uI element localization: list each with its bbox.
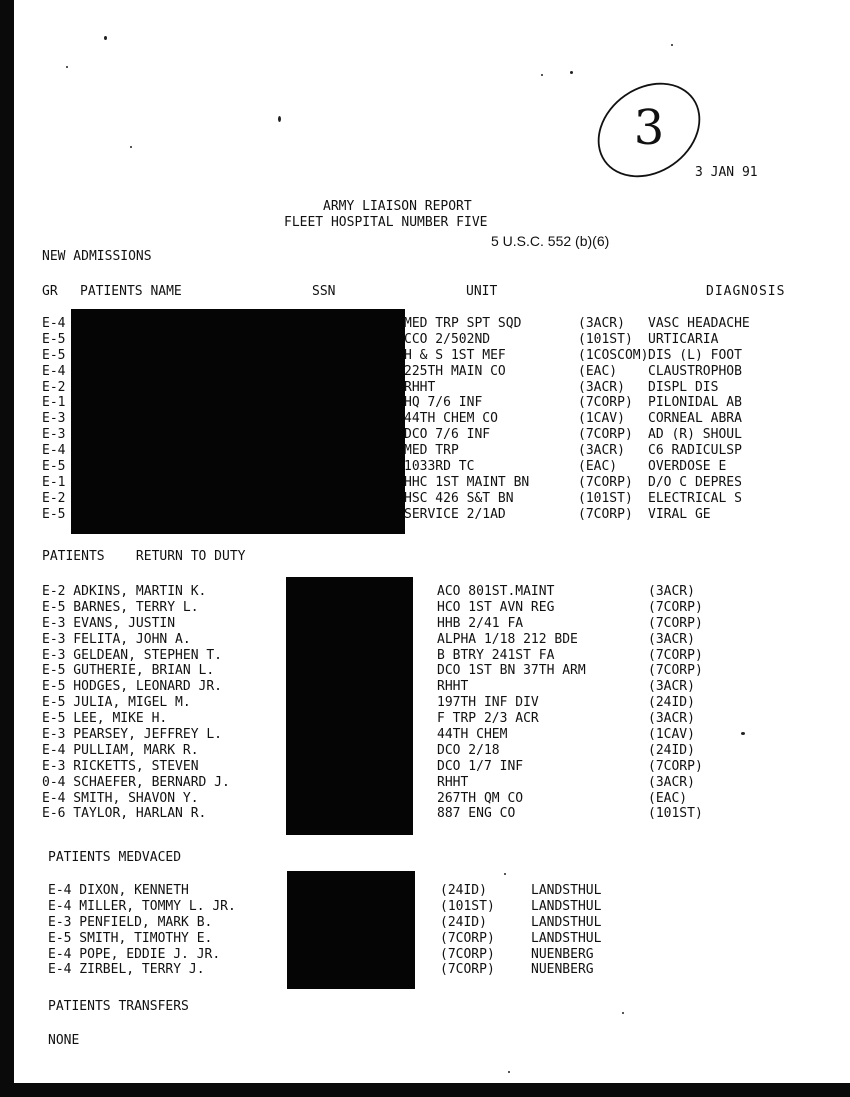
table-cell: E-4 PULLIAM, MARK R. bbox=[42, 742, 199, 758]
table-cell: MED TRP bbox=[404, 443, 459, 459]
section-heading-return-to-duty: PATIENTS RETURN TO DUTY bbox=[42, 549, 246, 564]
table-cell: (1CAV) bbox=[578, 411, 625, 427]
table-cell: (101ST) bbox=[440, 898, 495, 914]
table-cell: E-2 ADKINS, MARTIN K. bbox=[42, 584, 207, 599]
table-cell: (7CORP) bbox=[648, 599, 703, 615]
table-cell: (3ACR) bbox=[648, 631, 695, 647]
medvaced-name-column bbox=[48, 883, 236, 978]
scan-speck bbox=[541, 74, 543, 76]
table-cell: (7CORP) bbox=[440, 930, 495, 946]
medvaced-command-column bbox=[440, 883, 495, 978]
table-cell: (7CORP) bbox=[648, 615, 703, 631]
table-cell: DCO 1ST BN 37TH ARM bbox=[437, 663, 586, 679]
table-cell: RHHT bbox=[437, 679, 469, 695]
table-cell: E-6 TAYLOR, HARLAN R. bbox=[42, 806, 207, 822]
report-subtitle: FLEET HOSPITAL NUMBER FIVE bbox=[284, 215, 488, 230]
report-title: ARMY LIAISON REPORT bbox=[323, 199, 472, 214]
table-cell: E-5 bbox=[42, 506, 66, 522]
table-cell: MED TRP SPT SQD bbox=[404, 316, 522, 331]
scan-speck bbox=[622, 1012, 624, 1014]
table-cell: RHHT bbox=[437, 774, 469, 790]
header-diagnosis: DIAGNOSIS bbox=[706, 284, 786, 299]
table-cell: LANDSTHUL bbox=[531, 914, 602, 930]
table-cell: E-4 POPE, EDDIE J. JR. bbox=[48, 946, 221, 962]
table-cell: (24ID) bbox=[648, 742, 695, 758]
section-heading-medvaced: PATIENTS MEDVACED bbox=[48, 850, 182, 865]
table-cell: (7CORP) bbox=[648, 647, 703, 663]
table-cell: LANDSTHUL bbox=[531, 883, 602, 898]
table-cell: (7CORP) bbox=[440, 962, 495, 978]
table-cell: (24ID) bbox=[648, 695, 695, 711]
table-cell: 267TH QM CO bbox=[437, 790, 524, 806]
return-to-duty-unit-column bbox=[437, 584, 586, 822]
table-cell: NUENBERG bbox=[531, 962, 594, 978]
table-cell: (3ACR) bbox=[648, 584, 695, 599]
table-cell: E-5 LEE, MIKE H. bbox=[42, 711, 168, 727]
table-cell: E-3 PENFIELD, MARK B. bbox=[48, 914, 213, 930]
table-cell: E-3 RICKETTS, STEVEN bbox=[42, 758, 199, 774]
table-cell: DIS (L) FOOT bbox=[648, 347, 742, 363]
table-cell: E-5 JULIA, MIGEL M. bbox=[42, 695, 191, 711]
table-cell: URTICARIA bbox=[648, 331, 719, 347]
table-cell: 44TH CHEM CO bbox=[404, 411, 498, 427]
table-cell: 887 ENG CO bbox=[437, 806, 516, 822]
table-cell: SERVICE 2/1AD bbox=[404, 506, 506, 522]
table-cell: CCO 2/502ND bbox=[404, 331, 491, 347]
table-cell: D/O C DEPRES bbox=[648, 474, 742, 490]
table-cell: AD (R) SHOUL bbox=[648, 427, 742, 443]
medvaced-destination-column bbox=[531, 883, 601, 978]
table-cell: (101ST) bbox=[648, 806, 703, 822]
table-cell: E-1 bbox=[42, 474, 66, 490]
table-cell: 44TH CHEM bbox=[437, 727, 508, 743]
table-cell: E-2 bbox=[42, 490, 66, 506]
table-cell: E-3 EVANS, JUSTIN bbox=[42, 615, 176, 631]
table-cell: (24ID) bbox=[440, 883, 487, 898]
table-cell: E-4 SMITH, SHAVON Y. bbox=[42, 790, 199, 806]
report-page bbox=[14, 0, 850, 1083]
table-cell: (1COSCOM) bbox=[578, 347, 649, 363]
return-to-duty-command-column bbox=[648, 584, 703, 822]
table-cell: (3ACR) bbox=[578, 316, 625, 331]
scan-speck bbox=[570, 71, 573, 74]
scan-speck bbox=[278, 116, 281, 122]
table-cell: DCO 7/6 INF bbox=[404, 427, 491, 443]
scan-speck bbox=[671, 44, 673, 46]
table-cell: (EAC) bbox=[648, 790, 688, 806]
table-cell: E-4 ZIRBEL, TERRY J. bbox=[48, 962, 205, 978]
table-cell: 225TH MAIN CO bbox=[404, 363, 506, 379]
table-cell: (7CORP) bbox=[648, 758, 703, 774]
table-cell: 0-4 SCHAEFER, BERNARD J. bbox=[42, 774, 230, 790]
table-cell: (1CAV) bbox=[648, 727, 695, 743]
table-cell: (EAC) bbox=[578, 363, 618, 379]
table-cell: HQ 7/6 INF bbox=[404, 395, 483, 411]
table-cell: H & S 1ST MEF bbox=[404, 347, 506, 363]
table-cell: E-4 DIXON, KENNETH bbox=[48, 883, 189, 898]
table-cell: E-4 bbox=[42, 316, 66, 331]
table-cell: VASC HEADACHE bbox=[648, 316, 750, 331]
section-heading-transfers: PATIENTS TRANSFERS bbox=[48, 999, 189, 1014]
section-heading-admissions: NEW ADMISSIONS bbox=[42, 249, 152, 264]
table-cell: E-5 SMITH, TIMOTHY E. bbox=[48, 930, 213, 946]
foia-exemption-stamp: 5 U.S.C. 552 (b)(6) bbox=[491, 233, 610, 249]
redaction-block bbox=[71, 309, 405, 534]
admissions-diagnosis-column bbox=[648, 316, 793, 523]
table-cell: HHB 2/41 FA bbox=[437, 615, 524, 631]
table-cell: (3ACR) bbox=[578, 379, 625, 395]
table-cell: LANDSTHUL bbox=[531, 930, 602, 946]
table-cell: E-5 BARNES, TERRY L. bbox=[42, 599, 199, 615]
table-cell: VIRAL GE bbox=[648, 506, 711, 522]
table-cell: HHC 1ST MAINT BN bbox=[404, 474, 530, 490]
scan-speck bbox=[741, 732, 745, 735]
table-cell: (101ST) bbox=[578, 331, 633, 347]
table-cell: HSC 426 S&T BN bbox=[404, 490, 514, 506]
scan-edge-bottom bbox=[0, 1083, 850, 1097]
table-cell: (7CORP) bbox=[648, 663, 703, 679]
table-cell: E-2 bbox=[42, 379, 66, 395]
table-cell: C6 RADICULSP bbox=[648, 443, 742, 459]
table-cell: (7CORP) bbox=[578, 427, 633, 443]
transfers-value: NONE bbox=[48, 1033, 80, 1048]
scan-speck bbox=[130, 146, 132, 148]
header-ssn: SSN bbox=[312, 284, 336, 299]
table-cell: F TRP 2/3 ACR bbox=[437, 711, 539, 727]
admissions-grade-column bbox=[42, 316, 65, 523]
table-cell: (7CORP) bbox=[578, 395, 633, 411]
scan-edge-left bbox=[0, 0, 14, 1097]
scan-speck bbox=[508, 1071, 510, 1073]
table-cell: ELECTRICAL S bbox=[648, 490, 742, 506]
table-cell: (3ACR) bbox=[648, 774, 695, 790]
header-patients-name: PATIENTS NAME bbox=[80, 284, 182, 299]
scan-speck bbox=[504, 873, 506, 875]
table-cell: E-4 MILLER, TOMMY L. JR. bbox=[48, 898, 236, 914]
stamp-number: 3 bbox=[633, 100, 665, 156]
table-cell: CORNEAL ABRA bbox=[648, 411, 742, 427]
table-cell: (3ACR) bbox=[648, 711, 695, 727]
table-cell: DCO 2/18 bbox=[437, 742, 500, 758]
table-cell: RHHT bbox=[404, 379, 436, 395]
table-cell: E-5 GUTHERIE, BRIAN L. bbox=[42, 663, 215, 679]
table-cell: NUENBERG bbox=[531, 946, 594, 962]
table-cell: E-5 bbox=[42, 331, 66, 347]
table-cell: ALPHA 1/18 212 BDE bbox=[437, 631, 578, 647]
table-cell: 197TH INF DIV bbox=[437, 695, 539, 711]
table-cell: (24ID) bbox=[440, 914, 487, 930]
table-cell: E-5 bbox=[42, 459, 66, 475]
table-cell: (7CORP) bbox=[578, 506, 633, 522]
table-cell: DCO 1/7 INF bbox=[437, 758, 524, 774]
table-cell: E-4 bbox=[42, 443, 66, 459]
table-cell: LANDSTHUL bbox=[531, 898, 602, 914]
scan-speck bbox=[104, 36, 107, 40]
table-cell: (EAC) bbox=[578, 459, 618, 475]
redaction-block bbox=[287, 871, 415, 989]
table-cell: E-3 bbox=[42, 411, 66, 427]
table-cell: OVERDOSE E bbox=[648, 459, 727, 475]
table-cell: B BTRY 241ST FA bbox=[437, 647, 555, 663]
table-cell: PILONIDAL AB bbox=[648, 395, 742, 411]
header-unit: UNIT bbox=[466, 284, 498, 299]
admissions-command-column bbox=[578, 316, 648, 523]
table-cell: CLAUSTROPHOB bbox=[648, 363, 742, 379]
table-cell: E-5 HODGES, LEONARD JR. bbox=[42, 679, 223, 695]
scan-speck bbox=[66, 66, 68, 68]
table-cell: E-3 PEARSEY, JEFFREY L. bbox=[42, 727, 223, 743]
table-cell: (7CORP) bbox=[440, 946, 495, 962]
table-cell: 1033RD TC bbox=[404, 459, 475, 475]
table-cell: E-3 FELITA, JOHN A. bbox=[42, 631, 191, 647]
table-cell: E-1 bbox=[42, 395, 66, 411]
redaction-block bbox=[286, 577, 413, 835]
table-cell: E-4 bbox=[42, 363, 66, 379]
table-cell: (101ST) bbox=[578, 490, 633, 506]
return-to-duty-name-column bbox=[42, 584, 230, 822]
table-cell: E-5 bbox=[42, 347, 66, 363]
table-cell: E-3 GELDEAN, STEPHEN T. bbox=[42, 647, 223, 663]
table-cell: (7CORP) bbox=[578, 474, 633, 490]
table-cell: E-3 bbox=[42, 427, 66, 443]
header-grade: GR bbox=[42, 284, 58, 299]
table-cell: HCO 1ST AVN REG bbox=[437, 599, 555, 615]
table-cell: DISPL DIS bbox=[648, 379, 719, 395]
table-cell: (3ACR) bbox=[648, 679, 695, 695]
table-cell: ACO 801ST.MAINT bbox=[437, 584, 555, 599]
table-cell: (3ACR) bbox=[578, 443, 625, 459]
report-date: 3 JAN 91 bbox=[695, 165, 758, 180]
admissions-unit-column bbox=[404, 316, 529, 523]
